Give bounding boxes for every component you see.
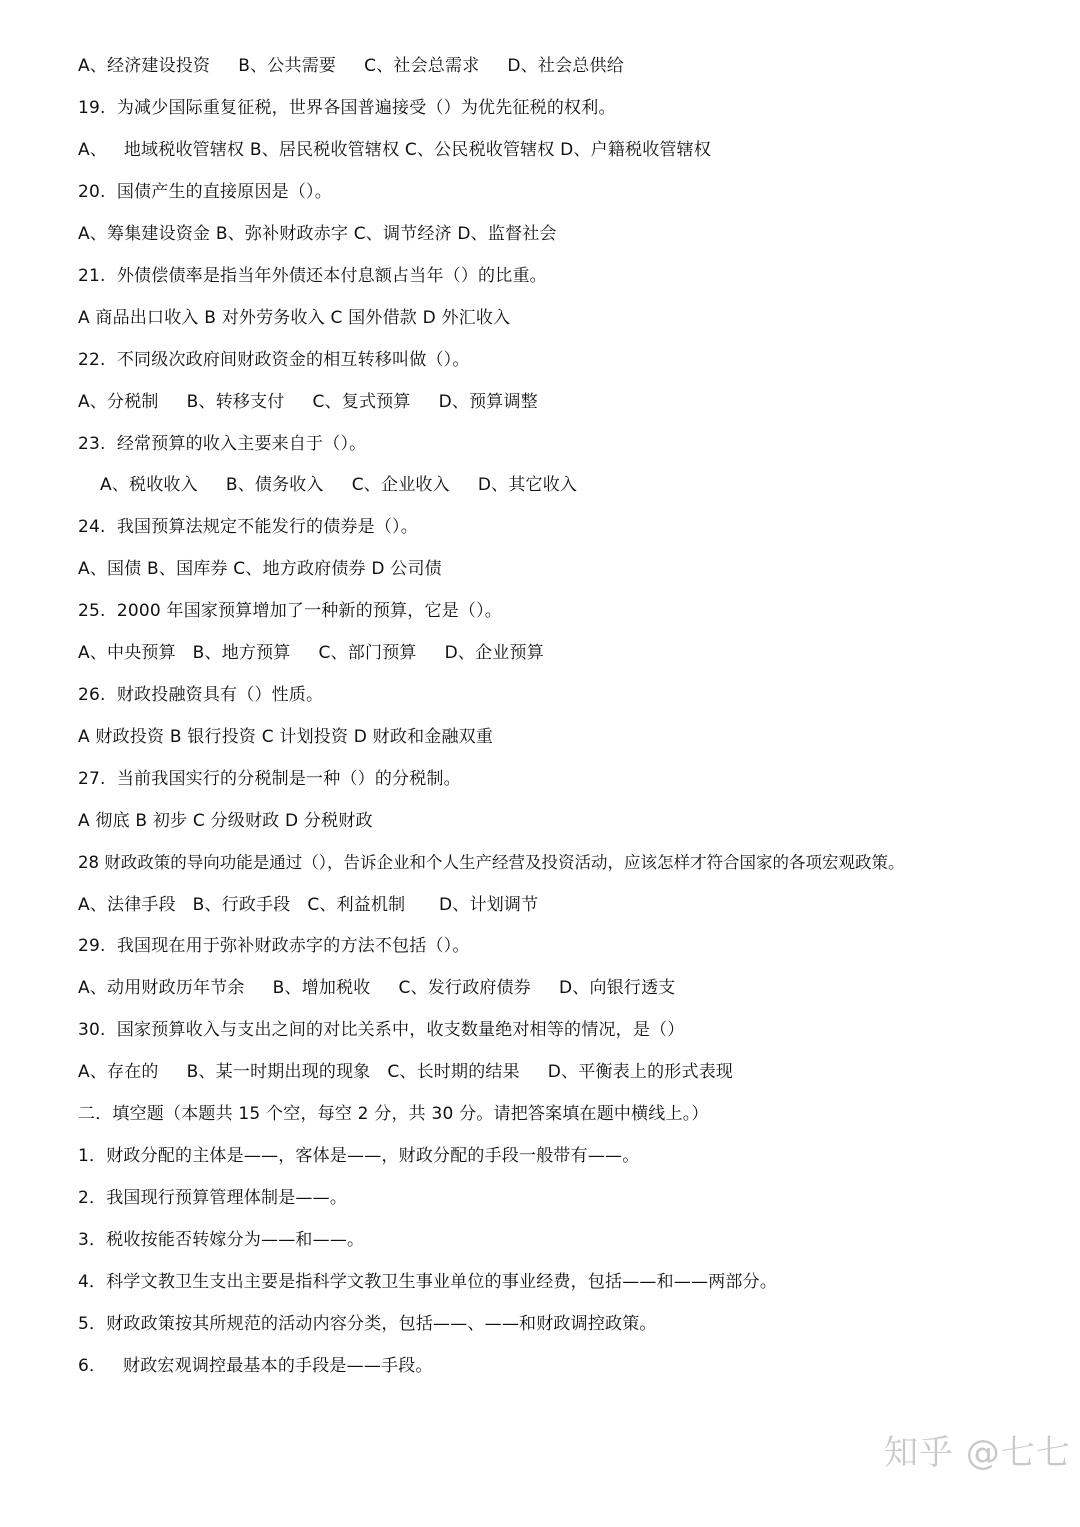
q28-options: A、法律手段 B、行政手段 C、利益机制 D、计划调节: [78, 895, 539, 915]
q27-options: A 彻底 B 初步 C 分级财政 D 分税财政: [78, 811, 373, 831]
q24-question: 24. 我国预算法规定不能发行的债券是（）。: [78, 517, 418, 537]
q25-options: A、中央预算 B、地方预算 C、部门预算 D、企业预算: [78, 643, 544, 663]
q21-question: 21. 外债偿债率是指当年外债还本付息额占当年（）的比重。: [78, 266, 547, 286]
q30-options: A、存在的 B、某一时期出现的现象 C、长时期的结果 D、平衡表上的形式表现: [78, 1062, 734, 1082]
q29-options: A、动用财政历年节余 B、增加税收 C、发行政府债券 D、向银行透支: [78, 978, 676, 998]
section-fill-in-heading: 二．填空题（本题共 15 个空，每空 2 分，共 30 分。请把答案填在题中横线上。）: [78, 1104, 709, 1124]
fill-in-item-3: 3．税收按能否转嫁分为——和——。: [78, 1230, 365, 1250]
q22-options: A、分税制 B、转移支付 C、复式预算 D、预算调整: [78, 392, 538, 412]
q27-question: 27. 当前我国实行的分税制是一种（）的分税制。: [78, 769, 461, 789]
q24-options: A、国债 B、国库券 C、地方政府债券 D 公司债: [78, 559, 442, 579]
q19-options: A、 地域税收管辖权 B、居民税收管辖权 C、公民税收管辖权 D、户籍税收管辖权: [78, 140, 712, 160]
q29-question: 29. 我国现在用于弥补财政赤字的方法不包括（）。: [78, 936, 470, 956]
q26-options: A 财政投资 B 银行投资 C 计划投资 D 财政和金融双重: [78, 727, 494, 747]
fill-in-item-5: 5．财政政策按其所规范的活动内容分类，包括——、——和财政调控政策。: [78, 1314, 657, 1334]
q28-question: 28 财政政策的导向功能是通过（），告诉企业和个人生产经营及投资活动，应该怎样才符合国家的各项宏观政策。: [78, 853, 905, 872]
fill-in-item-2: 2．我国现行预算管理体制是——。: [78, 1188, 348, 1208]
q20-options: A、筹集建设资金 B、弥补财政赤字 C、调节经济 D、监督社会: [78, 224, 557, 244]
q30-question: 30. 国家预算收入与支出之间的对比关系中，收支数量绝对相等的情况，是（）: [78, 1020, 685, 1040]
q18-options: A、经济建设投资 B、公共需要 C、社会总需求 D、社会总供给: [78, 56, 624, 76]
q23-question: 23. 经常预算的收入主要来自于（）。: [78, 434, 367, 454]
fill-in-item-1: 1．财政分配的主体是——，客体是——，财政分配的手段一般带有——。: [78, 1146, 640, 1166]
q25-question: 25. 2000 年国家预算增加了一种新的预算，它是（）。: [78, 601, 503, 621]
zhihu-watermark: 知乎 @七七: [884, 1433, 1071, 1473]
q20-question: 20. 国债产生的直接原因是（）。: [78, 182, 332, 202]
q23-options: A、税收收入 B、债务收入 C、企业收入 D、其它收入: [100, 475, 578, 495]
q26-question: 26. 财政投融资具有（）性质。: [78, 685, 324, 705]
q22-question: 22. 不同级次政府间财政资金的相互转移叫做（）。: [78, 350, 470, 370]
fill-in-item-4: 4．科学文教卫生支出主要是指科学文教卫生事业单位的事业经费，包括——和——两部分。: [78, 1272, 778, 1292]
q19-question: 19. 为减少国际重复征税，世界各国普遍接受（）为优先征税的权利。: [78, 98, 616, 118]
q21-options: A 商品出口收入 B 对外劳务收入 C 国外借款 D 外汇收入: [78, 308, 511, 328]
fill-in-item-6: 6． 财政宏观调控最基本的手段是——手段。: [78, 1356, 433, 1376]
